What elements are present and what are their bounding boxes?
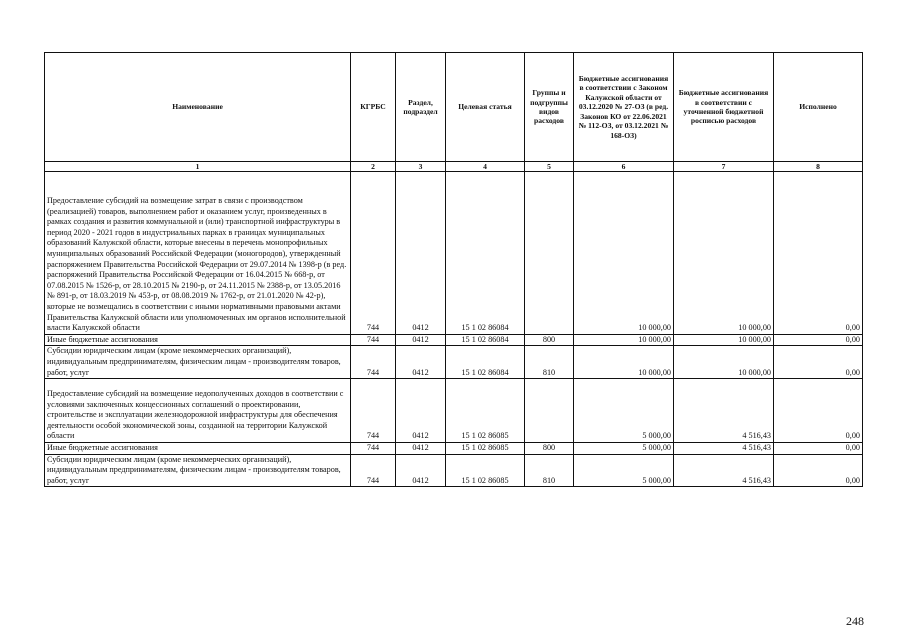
budget-table [44, 52, 863, 487]
table-row [45, 443, 863, 455]
row-law: 10 000,00 [574, 346, 674, 379]
row-name: Субсидии юридическим лицам (кроме некоммерческих организаций), индивидуальным предпринимателям, физическим лицам - производителям товаров, работ, услуг [45, 454, 351, 487]
row-rospis: 10 000,00 [674, 172, 774, 335]
row-name: Иные бюджетные ассигнования [45, 443, 351, 455]
row-done: 0,00 [774, 334, 863, 346]
row-groups [525, 379, 574, 443]
row-law: 10 000,00 [574, 172, 674, 335]
row-rospis: 4 516,43 [674, 443, 774, 455]
row-target: 15 1 02 86085 [446, 443, 525, 455]
row-name: Предоставление субсидий на возмещение затрат в связи с производством (реализацией) товаров, выполнением работ и оказанием услуг, произведенных в рамках создания и развития коммунальной и (или) транспортной инфраструктуры в период 2020 - 2021 годов в индустриальных парках в границах муниципальных образований Калужской области, которые внесены в перечень монопрофильных муниципальных образований Российской Федерации (моногородов), утвержденный распоряжением Правительства Российской Федерации от 29.07.2014 № 1398-р (в ред. распоряжений Правительства Российской Федерации от 16.04.2015 № 668-р, от 07.08.2015 № 1526-р, от 28.10.2015 № 2190-р, от 24.11.2015 № 2388-р, от 13.05.2016 № 891-р, от 18.03.2019 № 453-р, от 08.08.2019 № 1762-р, от 21.01.2020 № 42-р), которые не возмещались в соответствии с иными нормативными правовыми актами Правительства Калужской области или уполномоченных им органов исполнительной власти Калужской области [45, 172, 351, 335]
row-name: Субсидии юридическим лицам (кроме некоммерческих организаций), индивидуальным предпринимателям, физическим лицам - производителям товаров, работ, услуг [45, 346, 351, 379]
row-kgrbs: 744 [351, 334, 396, 346]
table-row [45, 172, 863, 335]
row-kgrbs: 744 [351, 454, 396, 487]
row-done: 0,00 [774, 379, 863, 443]
header-row [45, 53, 863, 162]
row-target: 15 1 02 86085 [446, 379, 525, 443]
column-number-row [45, 162, 863, 172]
header-executed: Исполнено [774, 53, 863, 162]
row-target: 15 1 02 86084 [446, 172, 525, 335]
table-row [45, 334, 863, 346]
row-section: 0412 [396, 454, 446, 487]
column-number: 5 [525, 162, 574, 172]
header-target: Целевая статья [446, 53, 525, 162]
row-target: 15 1 02 86084 [446, 334, 525, 346]
row-rospis: 4 516,43 [674, 454, 774, 487]
row-law: 10 000,00 [574, 334, 674, 346]
header-kgrbs: КГРБС [351, 53, 396, 162]
header-law-allocations: Бюджетные ассигнования в соответствии с Законом Калужской области от 03.12.2020 № 27-ОЗ (в ред. Законов КО от 22.06.2021 № 112-ОЗ, от 03.12.2021 № 168-ОЗ) [574, 53, 674, 162]
row-groups: 800 [525, 334, 574, 346]
header-groups: Группы и подгруппы видов расходов [525, 53, 574, 162]
row-kgrbs: 744 [351, 172, 396, 335]
row-name: Иные бюджетные ассигнования [45, 334, 351, 346]
row-section: 0412 [396, 443, 446, 455]
row-groups: 810 [525, 454, 574, 487]
row-name: Предоставление субсидий на возмещение недополученных доходов в соответствии с условиями заключенных концессионных соглашений о проектировании, строительстве и эксплуатации железнодорожной инфраструктуры для обеспечения деятельности особой экономической зоны, созданной на территории Калужской области [45, 379, 351, 443]
column-number: 6 [574, 162, 674, 172]
row-target: 15 1 02 86085 [446, 454, 525, 487]
column-number: 3 [396, 162, 446, 172]
column-number: 8 [774, 162, 863, 172]
table-row [45, 454, 863, 487]
row-law: 5 000,00 [574, 454, 674, 487]
row-kgrbs: 744 [351, 346, 396, 379]
column-number: 2 [351, 162, 396, 172]
row-kgrbs: 744 [351, 443, 396, 455]
row-law: 5 000,00 [574, 379, 674, 443]
row-done: 0,00 [774, 443, 863, 455]
header-rospis-allocations: Бюджетные ассигнования в соответствии с уточненной бюджетной росписью расходов [674, 53, 774, 162]
row-done: 0,00 [774, 172, 863, 335]
row-kgrbs: 744 [351, 379, 396, 443]
row-law: 5 000,00 [574, 443, 674, 455]
row-rospis: 10 000,00 [674, 346, 774, 379]
row-rospis: 4 516,43 [674, 379, 774, 443]
row-section: 0412 [396, 346, 446, 379]
column-number: 7 [674, 162, 774, 172]
table-row [45, 379, 863, 443]
row-groups: 810 [525, 346, 574, 379]
row-done: 0,00 [774, 454, 863, 487]
column-number: 1 [45, 162, 351, 172]
row-groups [525, 172, 574, 335]
row-section: 0412 [396, 379, 446, 443]
row-section: 0412 [396, 172, 446, 335]
row-rospis: 10 000,00 [674, 334, 774, 346]
row-target: 15 1 02 86084 [446, 346, 525, 379]
header-section: Раздел, подраздел [396, 53, 446, 162]
column-number: 4 [446, 162, 525, 172]
row-groups: 800 [525, 443, 574, 455]
header-name: Наименование [45, 53, 351, 162]
row-done: 0,00 [774, 346, 863, 379]
page-number: 248 [846, 614, 864, 628]
row-section: 0412 [396, 334, 446, 346]
table-row [45, 346, 863, 379]
